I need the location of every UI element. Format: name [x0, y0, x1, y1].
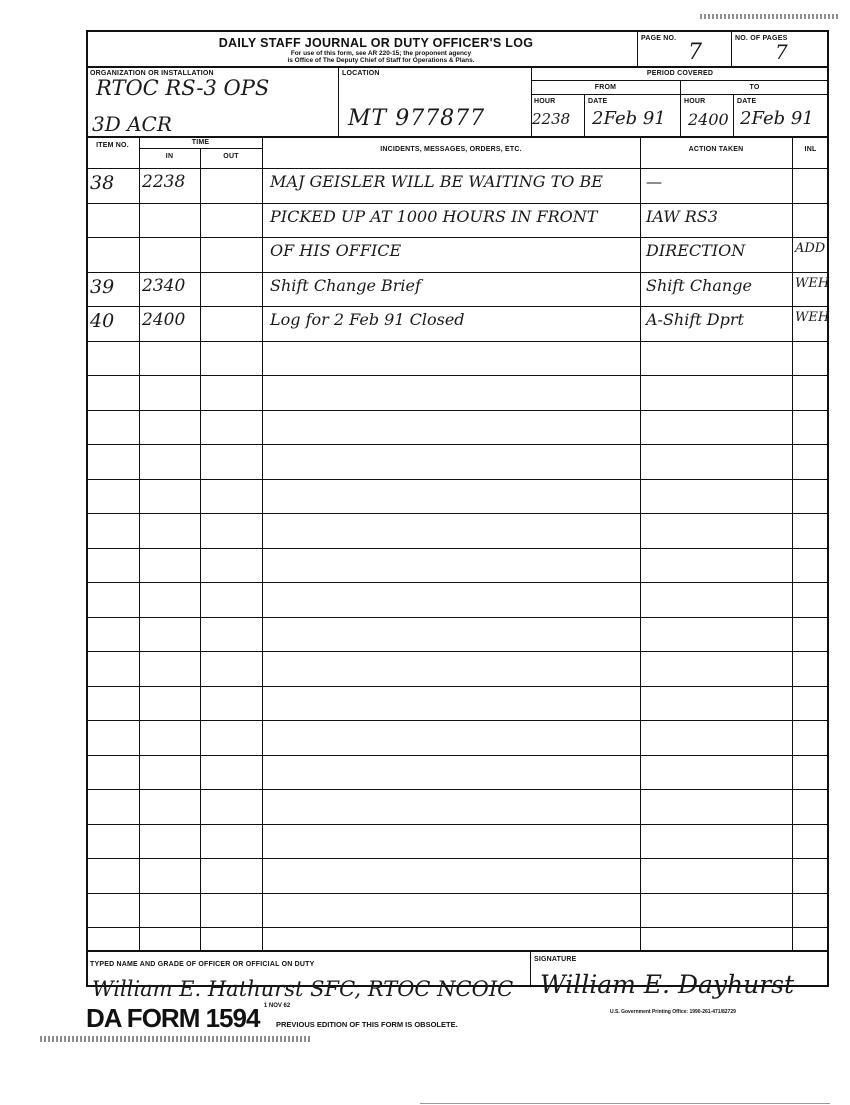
- subtitle-line-1: For use of this form, see AR 220-15; the proponent agency: [290, 50, 472, 57]
- table-row-rule: [86, 927, 829, 928]
- entry-incident: PICKED UP AT 1000 HOURS IN FRONT: [270, 207, 598, 226]
- no-pages-label: NO. OF PAGES: [735, 35, 788, 42]
- from-hour-label: HOUR: [534, 98, 556, 105]
- table-row-rule: [86, 617, 829, 618]
- entry-incident: MAJ GEISLER WILL BE WAITING TO BE: [270, 172, 603, 191]
- col-initials: INL: [804, 146, 817, 153]
- period-to-label: TO: [749, 84, 760, 91]
- entry-action-taken: —: [646, 172, 662, 191]
- table-row-rule: [86, 479, 829, 480]
- no-pages-value: 7: [775, 40, 788, 64]
- from-hour-value: 2238: [532, 110, 571, 128]
- entry-incident: Log for 2 Feb 91 Closed: [270, 310, 465, 329]
- form-date: 1 NOV 62: [263, 1003, 291, 1009]
- entry-item-no: 40: [90, 310, 115, 332]
- entry-action-taken: IAW RS3: [646, 207, 718, 226]
- table-row-rule: [86, 651, 829, 652]
- entry-incident: OF HIS OFFICE: [270, 241, 402, 260]
- table-row-rule: [86, 858, 829, 859]
- table-row-rule: [86, 341, 829, 342]
- col-action-taken: ACTION TAKEN: [688, 146, 744, 153]
- form-number-block: [86, 1003, 290, 1034]
- signature-label: SIGNATURE: [534, 956, 577, 963]
- organization-label: ORGANIZATION OR INSTALLATION: [90, 70, 214, 77]
- table-row-rule: [86, 272, 829, 273]
- entry-action-taken: Shift Change: [646, 276, 752, 295]
- table-row-rule: [86, 720, 829, 721]
- entry-action-taken: DIRECTION: [646, 241, 746, 260]
- table-row-rule: [86, 306, 829, 307]
- typed-name-value: William E. Hathurst SFC, RTOC NCOIC: [92, 977, 514, 1001]
- col-incidents: INCIDENTS, MESSAGES, ORDERS, ETC.: [380, 146, 522, 153]
- table-row-rule: [86, 686, 829, 687]
- form-subtitle: [196, 50, 566, 64]
- page-no-value: 7: [688, 40, 702, 65]
- location-value: MT 977877: [348, 106, 486, 131]
- typed-name-label: TYPED NAME AND GRADE OF OFFICER OR OFFICIAL ON DUTY: [90, 961, 315, 968]
- location-label: LOCATION: [342, 70, 380, 77]
- table-row-rule: [86, 444, 829, 445]
- entry-time-in: 2340: [142, 276, 186, 296]
- scan-noise: [40, 1036, 310, 1042]
- table-row-rule: [86, 755, 829, 756]
- col-time-in: IN: [165, 153, 174, 160]
- entry-time-in: 2238: [142, 172, 186, 192]
- table-row-rule: [86, 824, 829, 825]
- to-date-value: 2Feb 91: [740, 108, 814, 129]
- table-row-rule: [86, 582, 829, 583]
- table-row-rule: [86, 375, 829, 376]
- entry-item-no: 38: [90, 172, 115, 194]
- to-date-label: DATE: [737, 98, 757, 105]
- table-row-rule: [86, 168, 829, 169]
- table-row-rule: [86, 237, 829, 238]
- table-row-rule: [86, 789, 829, 790]
- organization-line-1: RTOC RS-3 OPS: [96, 76, 270, 100]
- organization-line-2: 3D ACR: [92, 112, 172, 136]
- col-item-no: ITEM NO.: [96, 142, 129, 149]
- period-from-label: FROM: [594, 84, 617, 91]
- form-title: DAILY STAFF JOURNAL OR DUTY OFFICER'S LOG: [218, 36, 534, 50]
- period-label: PERIOD COVERED: [646, 70, 714, 77]
- to-hour-value: 2400: [688, 110, 729, 129]
- table-row-rule: [86, 893, 829, 894]
- entry-time-in: 2400: [142, 310, 186, 330]
- col-time-out: OUT: [223, 153, 239, 160]
- table-row-rule: [86, 548, 829, 549]
- from-date-value: 2Feb 91: [592, 108, 666, 129]
- entry-action-taken: A-Shift Dprt: [646, 310, 744, 329]
- entry-incident: Shift Change Brief: [270, 276, 421, 295]
- entry-initials: WEH: [795, 276, 830, 291]
- from-date-label: DATE: [588, 98, 608, 105]
- page-no-label: PAGE NO.: [641, 35, 677, 42]
- table-row-rule: [86, 203, 829, 204]
- col-time: TIME: [191, 139, 210, 146]
- obsolete-note: PREVIOUS EDITION OF THIS FORM IS OBSOLETE.: [276, 1020, 458, 1029]
- printing-office-note: U.S. Government Printing Office: 1990-261-471/82729: [610, 1009, 736, 1015]
- entry-initials: WEH: [795, 310, 830, 325]
- signature: William E. Dayhurst: [540, 970, 795, 999]
- form-number: DA FORM 1594: [86, 1003, 260, 1033]
- subtitle-line-2: is Office of The Deputy Chief of Staff for Operations & Plans.: [287, 57, 475, 64]
- to-hour-label: HOUR: [684, 98, 706, 105]
- table-row-rule: [86, 513, 829, 514]
- entry-item-no: 39: [90, 276, 115, 298]
- entry-initials: ADD: [795, 241, 826, 256]
- table-row-rule: [86, 410, 829, 411]
- scan-noise-top: [700, 14, 840, 19]
